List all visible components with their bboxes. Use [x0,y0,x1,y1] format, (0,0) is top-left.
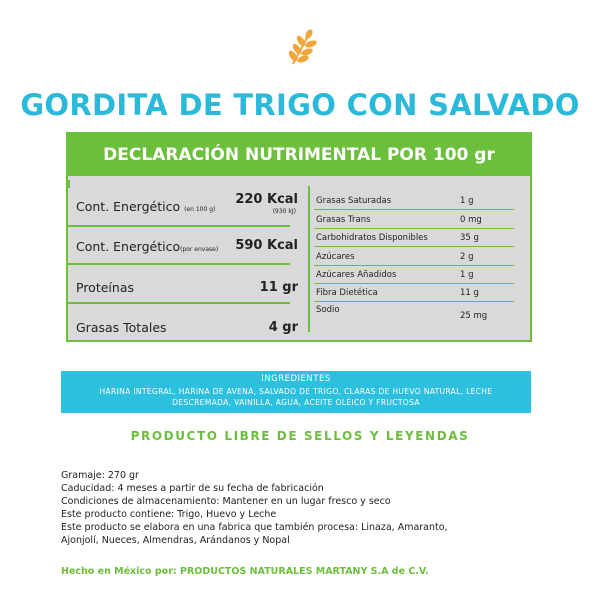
detail-line: Gramaje: 270 gr [61,470,139,481]
energy-100-sub: (en 100 g) [184,206,216,213]
energy-100-value: 220 Kcal [235,192,298,207]
nutrient-value: 1 g [460,196,474,206]
fat-row [76,320,298,340]
product-title: GORDITA DE TRIGO CON SALVADO [20,88,580,122]
wheat-icon [284,28,318,68]
fat-value: 4 gr [268,320,298,335]
ingredients-banner [61,371,531,413]
divider-line [314,228,514,229]
nutrition-panel [66,132,532,342]
energy-package-value: 590 Kcal [235,238,298,253]
divider-line [314,246,514,247]
ingredients-line: DESCREMADA, VAINILLA, AGUA, ACEITE OLÉICO Y FRUCTOSA [172,398,420,407]
detail-line: Este producto se elabora en una fabrica que también procesa: Linaza, Amaranto, [61,522,448,533]
nutrient-value: 1 g [460,270,474,280]
column-divider [308,186,310,332]
protein-value: 11 gr [259,280,298,295]
protein-label: Proteínas [76,280,134,295]
divider-line [68,225,290,227]
ingredients-text [71,386,521,408]
manufacturer: Hecho en México por: PRODUCTOS NATURALES MARTANY S.A de C.V. [61,566,429,577]
nutrient-label: Sodio [316,305,340,315]
ingredients-title: INGREDIENTES [261,374,331,384]
nutrient-label: Grasas Saturadas [316,196,392,206]
protein-row [76,280,298,300]
divider-line [68,263,290,265]
nutrient-value: 0 mg [460,215,482,225]
nutrition-header: DECLARACIÓN NUTRIMENTAL POR 100 gr [68,134,530,176]
nutrient-label: Azúcares Añadidos [316,270,397,280]
energy-package-label: Cont. Energético [76,239,181,254]
fat-label: Grasas Totales [76,320,167,335]
nutrient-value: 2 g [460,252,474,262]
divider-line [314,209,514,210]
ingredients-line: HARINA INTEGRAL, HARINA DE AVENA, SALVADO DE TRIGO, CLARAS DE HUEVO NATURAL, LECHE [99,387,493,396]
detail-line: Condiciones de almacenamiento: Mantener en un lugar fresco y seco [61,496,391,507]
divider-tick [68,180,70,188]
nutrient-label: Azúcares [316,252,355,262]
energy-kj-value: (930 kJ) [272,208,296,215]
detail-line: Este producto contiene: Trigo, Huevo y Leche [61,509,277,520]
divider-line [314,301,514,302]
divider-line [68,302,290,304]
energy-package-sub: (por envase) [180,246,219,253]
nutrient-label: Carbohidratos Disponibles [316,233,428,243]
nutrient-label: Grasas Trans [316,215,371,225]
detail-line: Caducidad: 4 meses a partir de su fecha de fabricación [61,483,324,494]
product-details [61,469,531,547]
nutrient-value: 25 mg [460,311,488,321]
energy-100-label: Cont. Energético [76,199,181,214]
free-label: PRODUCTO LIBRE DE SELLOS Y LEYENDAS [130,429,470,443]
energy-100-row [76,192,298,222]
nutrient-value: 11 g [460,288,479,298]
detail-line: Ajonjolí, Nueces, Almendras, Arándanos y Nopal [61,535,290,546]
nutrient-value: 35 g [460,233,479,243]
divider-line [314,283,514,284]
energy-package-row [76,238,298,258]
divider-line [314,265,514,266]
nutrient-label: Fibra Dietética [316,288,378,298]
